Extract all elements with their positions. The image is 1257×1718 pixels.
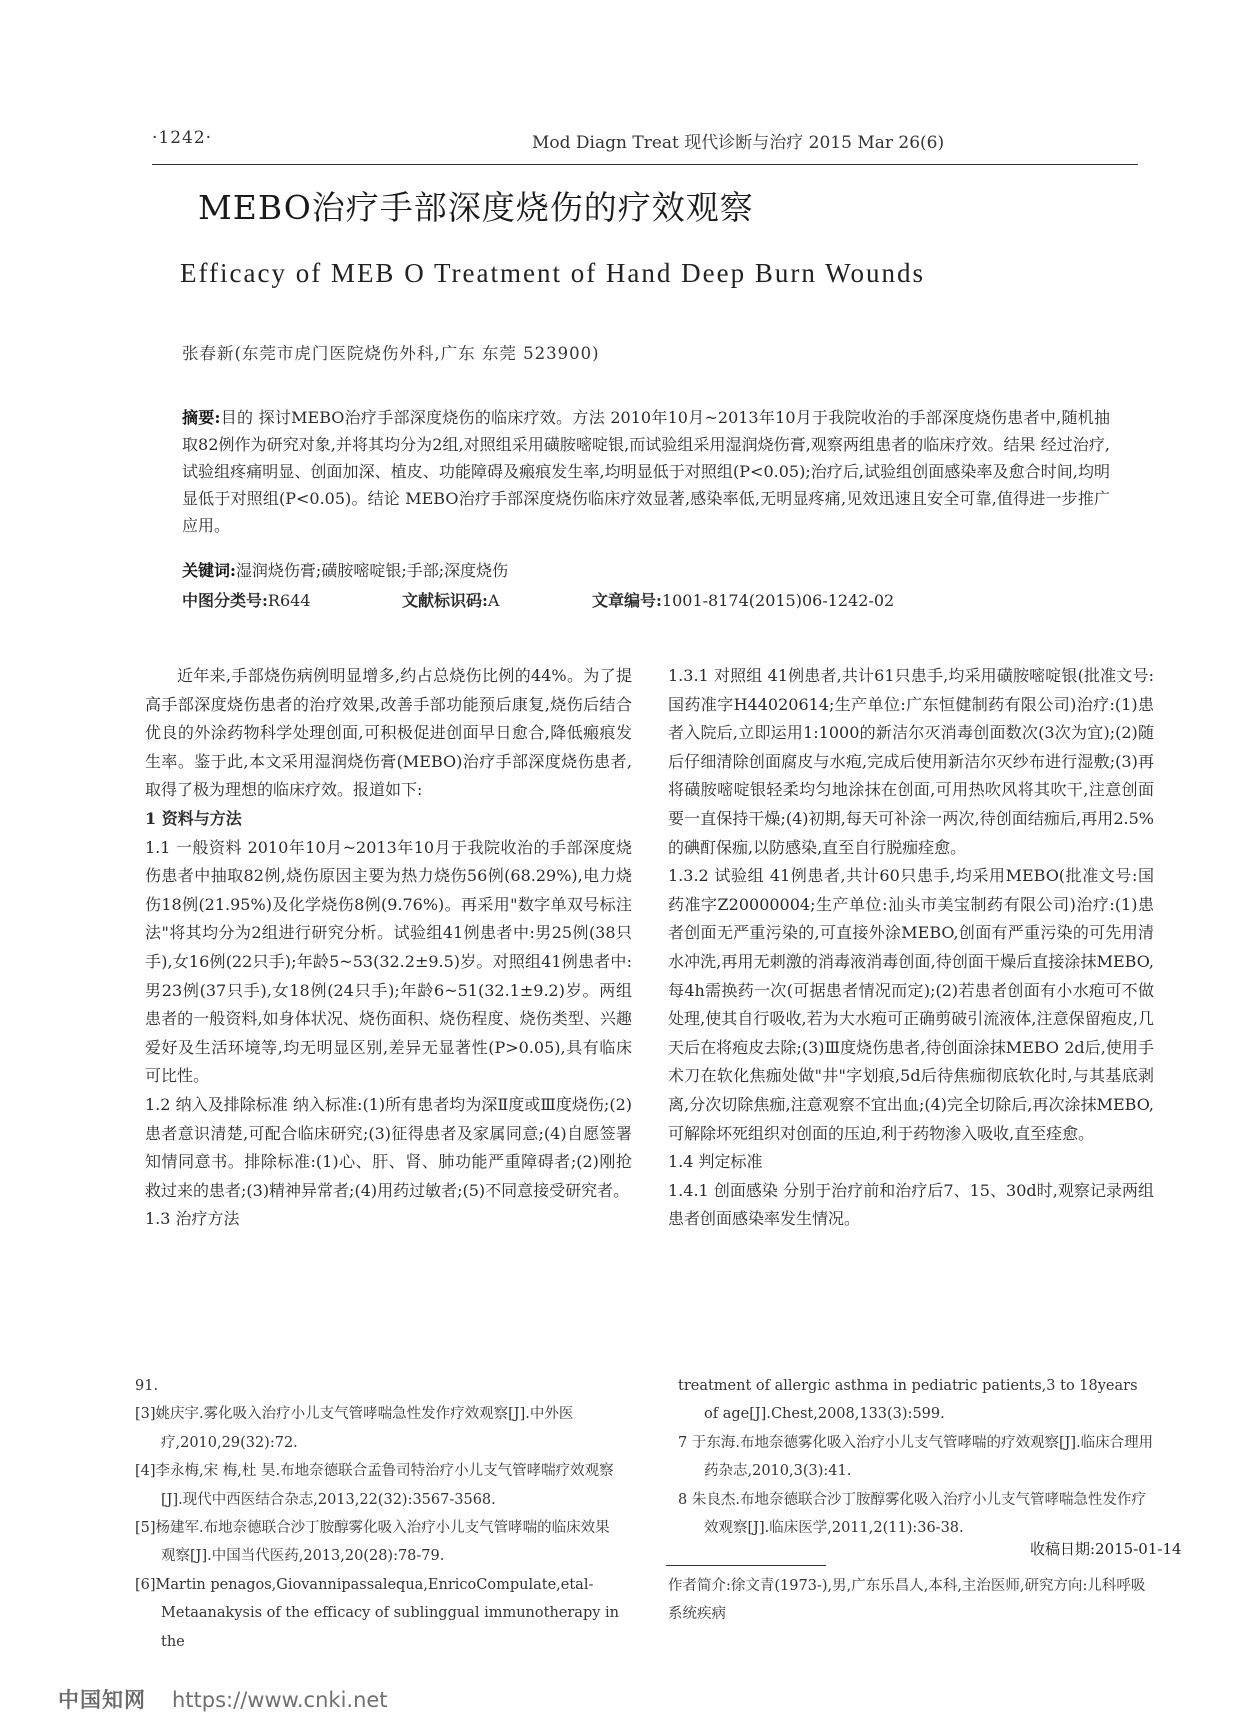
page-header — [130, 124, 1130, 152]
article-title-chinese: MEBO治疗手部深度烧伤的疗效观察 — [198, 188, 754, 227]
author-affiliation: 张春新(东莞市虎门医院烧伤外科,广东 东莞 523900) — [182, 344, 600, 363]
journal-citation: Mod Diagn Treat 现代诊断与治疗 2015 Mar 26(6) — [532, 133, 945, 153]
reference-item: treatment of allergic asthma in pediatric patients,3 to 18years of age[J].Chest,2008,133(3):599. — [678, 1378, 1138, 1423]
doc-value: A — [487, 591, 500, 610]
reference-item: [4]李永梅,宋 梅,杜 昊.布地奈德联合孟鲁司特治疗小儿支气管哮喘疗效观察[J].现代中西医结合杂志,2013,22(32):3567-3568. — [135, 1463, 614, 1508]
infection-paragraph: 1.4.1 创面感染 分别于治疗前和治疗后7、15、30d时,观察记录两组患者创面感染率发生情况。 — [668, 1180, 1154, 1229]
keywords-text: 湿润烧伤膏;磺胺嘧啶银;手部;深度烧伤 — [235, 561, 509, 580]
control-group-paragraph: 1.3.1 对照组 41例患者,共计61只患手,均采用磺胺嘧啶银(批准文号:国药准字H44020614;生产单位:广东恒健制药有限公司)治疗:(1)患者入院后,立即运用1:1000的新洁尔灭消毒创面数次(3次为宜);(2)随后仔细清除创面腐皮与水疱,完成后使用新洁尔灭纱布进行湿敷;(3)再将磺胺嘧啶银轻柔均匀地涂抹在创面,可用热吹风将其吹干,注意创面要一直保持干燥;(4)初期,每天可补涂一两次,待创面结痂后,再用2.5%的碘酊保痂,以防感染,直至自行脱痂痊愈。 — [668, 666, 1154, 857]
article-number — [592, 588, 894, 611]
keywords — [182, 558, 508, 581]
received-date: 收稿日期:2015-01-14 — [1030, 1540, 1182, 1558]
abstract-text: 目的 探讨MEBO治疗手部深度烧伤的临床疗效。方法 2010年10月~2013年10月于我院收治的手部深度烧伤患者中,随机抽取82例作为研究对象,并将其均分为2组,对照组采用磺胺嘧啶银,而试验组采用湿润烧伤膏,观察两组患者的临床疗效。结果 经过治疗,试验组疼痛明显、创面加深、植皮、功能障碍及瘢痕发生率,均明显低于对照组(P<0.05);治疗后,试验组创面感染率及愈合时间,均明显低于对照组(P<0.05)。结论 MEBO治疗手部深度烧伤临床疗效显著,感染率低,无明显疼痛,见效迅速且安全可靠,值得进一步推广应用。 — [182, 408, 1110, 535]
general-data-paragraph: 1.1 一般资料 2010年10月~2013年10月于我院收治的手部深度烧伤患者中抽取82例,烧伤原因主要为热力烧伤56例(68.29%),电力烧伤18例(21.95%)及化学烧伤8例(9.76%)。再采用"数字单双号标注法"将其均分为2组进行研究分析。试验组41例患者中:男25例(38只手),女16例(22只手);年龄5~53(32.2±9.5)岁。对照组41例患者中:男23例(37只手),女18例(24只手);年龄6~51(32.1±9.2)岁。两组患者的一般资料,如身体状况、烧伤面积、烧伤程度、烧伤类型、兴趣爱好及生活环境等,均无明显区别,差异无显著性(P>0.05),具有临床可比性。 — [145, 837, 632, 1086]
reference-item: 8 朱良杰.布地奈德联合沙丁胺醇雾化吸入治疗小儿支气管哮喘急性发作疗效观察[J].临床医学,2011,2(11):36-38. — [678, 1491, 1146, 1537]
abstract — [182, 404, 1110, 539]
treatment-heading: 1.3 治疗方法 — [145, 1209, 240, 1229]
section-heading: 1 资料与方法 — [145, 808, 242, 828]
reference-item: [6]Martin penagos,Giovannipassalequa,EnricoCompulate,etal-Metaanakysis of the efficacy of sublinggual immunotherapy in the — [135, 1576, 620, 1650]
doc-label: 文献标识码: — [402, 591, 488, 610]
clc-code — [182, 588, 311, 611]
trial-group-paragraph: 1.3.2 试验组 41例患者,共计60只患手,均采用MEBO(批准文号:国药准字Z20000004;生产单位:汕头市美宝制药有限公司)治疗:(1)患者创面无严重污染的,可直接外涂MEBO,创面有严重污染的可先用清水冲洗,再用无刺激的消毒液消毒创面,待创面干燥后直接涂抹MEBO,每4h需换药一次(可据患者情况而定);(2)若患者创面有小水疱可不做处理,使其自行吸收,若为大水疱可正确剪破引流液体,注意保留疱皮,几天后在将疱皮去除;(3)Ⅲ度烧伤患者,待创面涂抹MEBO 2d后,使用手术刀在软化焦痂处做"井"字划痕,5d后待焦痂彻底软化时,与其基底剥离,分次切除焦痂,注意观察不宜出血;(4)完全切除后,再次涂抹MEBO,可解除坏死组织对创面的压迫,利于药物渗入吸收,直至痊愈。 — [668, 866, 1154, 1143]
cnki-url: https://www.cnki.net — [172, 1688, 388, 1712]
references-right — [678, 1372, 1154, 1542]
criteria-heading: 1.4 判定标准 — [668, 1152, 763, 1172]
reference-item: 7 于东海.布地奈德雾化吸入治疗小儿支气管哮喘的疗效观察[J].临床合理用药杂志,2010,3(3):41. — [678, 1434, 1154, 1480]
reference-item: [3]姚庆宇.雾化吸入治疗小儿支气管哮喘急性发作疗效观察[J].中外医疗,2010,29(32):72. — [135, 1406, 574, 1451]
intro-paragraph: 近年来,手部烧伤病例明显增多,约占总烧伤比例的44%。为了提高手部深度烧伤患者的治疗效果,改善手部功能预后康复,烧伤后结合优良的外涂药物科学处理创面,可积极促进创面早日愈合,降低瘢痕发生率。鉴于此,本文采用湿润烧伤膏(MEBO)治疗手部深度烧伤患者,取得了极为理想的临床疗效。报道如下: — [145, 666, 632, 800]
body-right-column — [668, 662, 1154, 1234]
reference-item: [5]杨建军.布地奈德联合沙丁胺醇雾化吸入治疗小儿支气管哮喘的临床效果观察[J].中国当代医药,2013,20(28):78-79. — [135, 1520, 610, 1565]
cnki-logo: 中国知网 — [58, 1688, 146, 1712]
header-divider — [152, 164, 1138, 165]
article-value: 1001-8174(2015)06-1242-02 — [661, 591, 895, 610]
author-bio: 作者简介:徐文青(1973-),男,广东乐昌人,本科,主治医师,研究方向:儿科呼吸系统疾病 — [668, 1578, 1146, 1622]
clc-value: R644 — [267, 591, 311, 610]
page-number: ·1242· — [152, 128, 213, 148]
references-left — [135, 1372, 622, 1656]
criteria-paragraph: 1.2 纳入及排除标准 纳入标准:(1)所有患者均为深Ⅱ度或Ⅲ度烧伤;(2)患者意识清楚,可配合临床研究;(3)征得患者及家属同意;(4)自愿签署知情同意书。排除标准:(1)心、肝、肾、肺功能严重障碍者;(2)刚抢救过来的患者;(3)精神异常者;(4)用药过敏者;(5)不同意接受研究者。 — [145, 1094, 632, 1200]
cnki-watermark — [58, 1684, 388, 1714]
article-label: 文章编号: — [592, 591, 662, 610]
abstract-label: 摘要: — [182, 408, 221, 427]
footnote-divider — [666, 1565, 826, 1566]
body-left-column — [145, 662, 632, 1234]
reference-item: 91. — [135, 1378, 159, 1394]
article-title-english: Efficacy of MEB O Treatment of Hand Deep Burn Wounds — [180, 258, 925, 288]
clc-label: 中图分类号: — [182, 591, 268, 610]
keywords-label: 关键词: — [182, 561, 236, 580]
document-code — [402, 588, 499, 611]
